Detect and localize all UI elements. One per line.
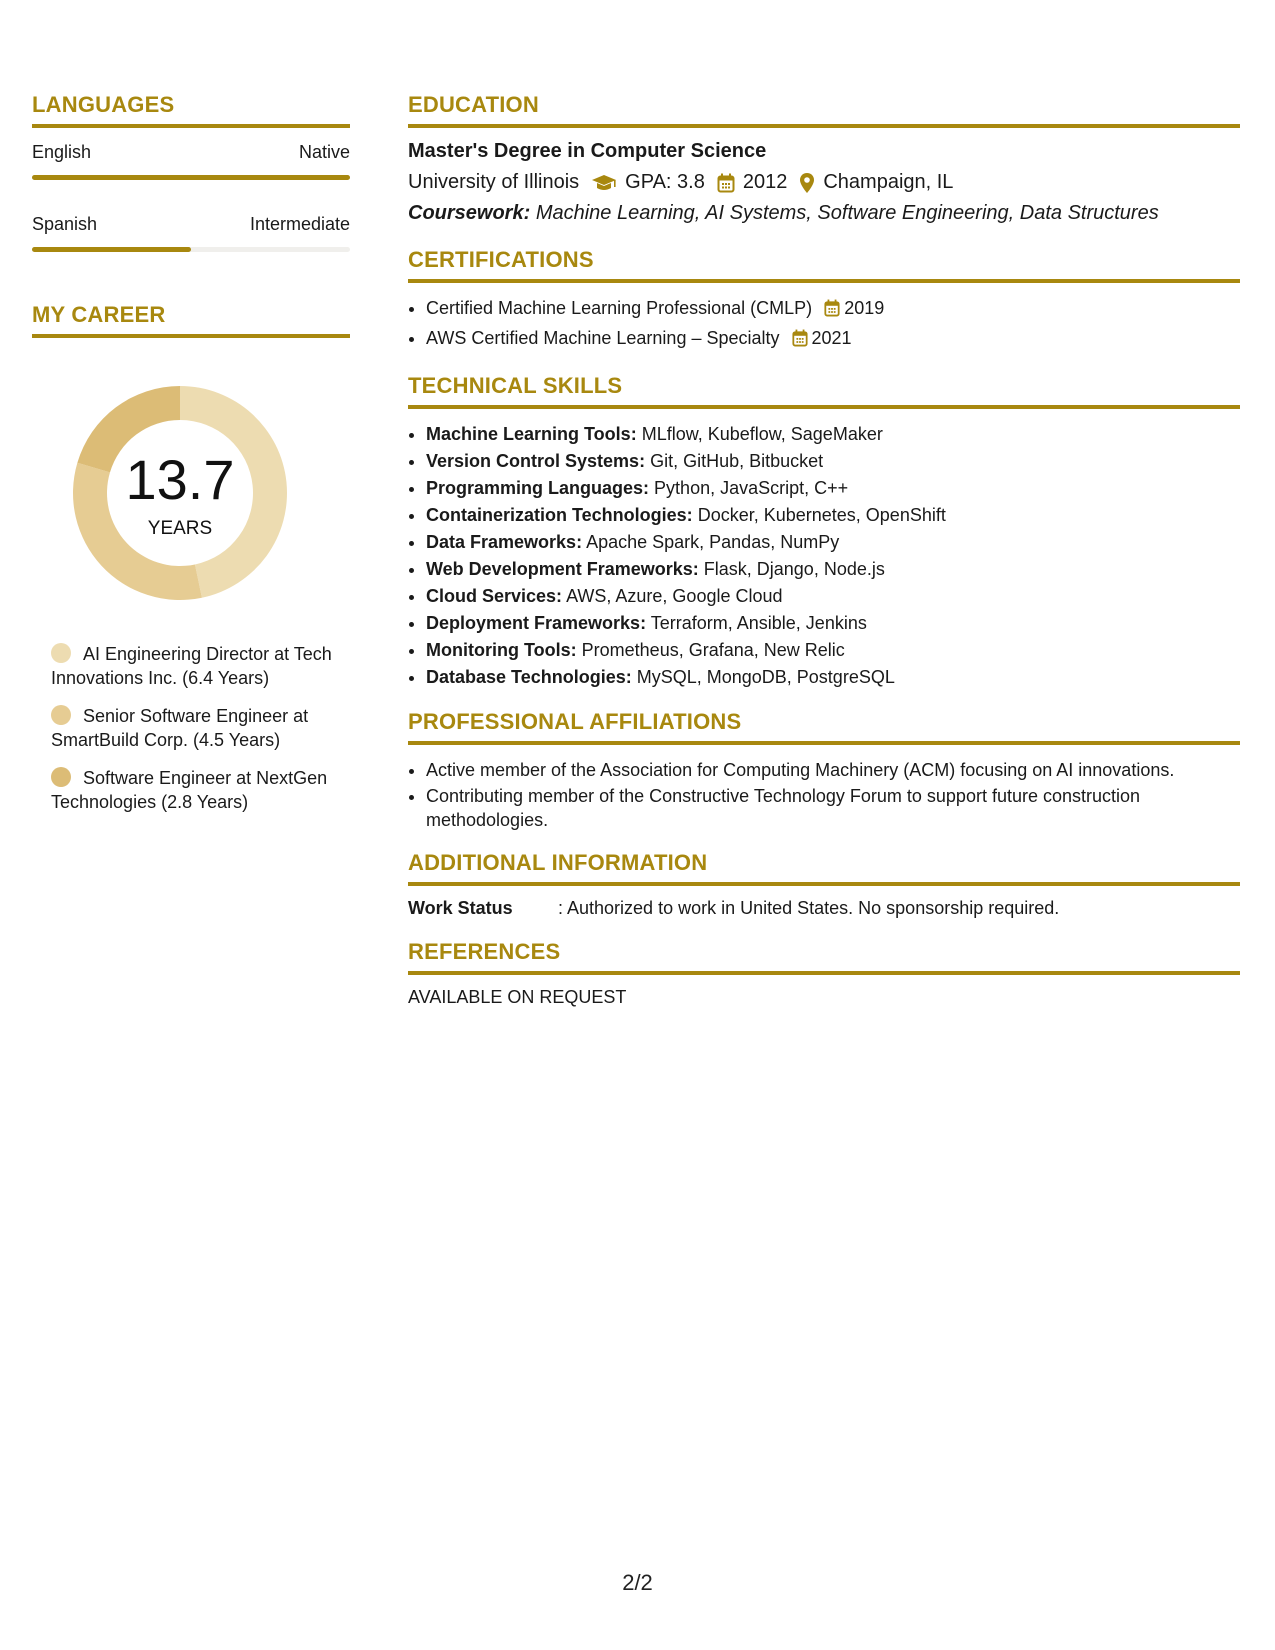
career-years-unit: YEARS [147, 518, 213, 539]
page-number: 2/2 [622, 1570, 653, 1595]
references-text: AVAILABLE ON REQUEST [408, 987, 627, 1007]
skill-value: Python, JavaScript, C++ [654, 478, 849, 498]
language-item [32, 142, 350, 180]
certification-item [426, 295, 1240, 325]
skill-label: Deployment Frameworks: [426, 613, 647, 633]
certifications-section [408, 247, 1240, 355]
skill-item [426, 583, 1240, 610]
education-details [408, 171, 1240, 194]
language-bar-fill [32, 175, 350, 180]
career-donut [65, 378, 295, 608]
degree-name: Master's Degree in Computer Science [408, 140, 767, 162]
language-bar [32, 247, 350, 252]
certification-year: 2021 [811, 328, 852, 348]
affiliations-section [408, 709, 1240, 832]
work-status-value: : Authorized to work in United States. No sponsorship required. [558, 898, 1060, 918]
location-pin-icon [799, 172, 815, 194]
skills-title: TECHNICAL SKILLS [408, 373, 1240, 409]
skill-value: AWS, Azure, Google Cloud [566, 586, 783, 606]
certification-name: Certified Machine Learning Professional (CMLP) [426, 298, 813, 318]
additional-info-section [408, 850, 1240, 919]
affiliations-title: PROFESSIONAL AFFILIATIONS [408, 709, 1240, 745]
languages-section [32, 92, 350, 252]
coursework-label: Coursework: [408, 202, 531, 224]
skill-item [426, 421, 1240, 448]
skills-section [408, 373, 1240, 691]
calendar-icon [792, 328, 808, 355]
language-bar-fill [32, 247, 191, 252]
legend-dot [51, 643, 71, 663]
skill-label: Data Frameworks: [426, 532, 583, 552]
language-level: Intermediate [249, 214, 350, 234]
languages-title: LANGUAGES [32, 92, 350, 128]
calendar-icon [717, 173, 735, 193]
legend-dot [51, 767, 71, 787]
career-legend-item [51, 766, 341, 814]
skill-item [426, 664, 1240, 691]
career-role-label: Software Engineer at NextGen Technologies (2.8 Years) [51, 768, 328, 812]
work-status-label: Work Status [408, 898, 513, 918]
skill-value: MySQL, MongoDB, PostgreSQL [636, 667, 895, 687]
career-legend-item [51, 642, 341, 690]
skill-label: Web Development Frameworks: [426, 559, 699, 579]
skill-label: Version Control Systems: [426, 451, 646, 471]
education-section [408, 92, 1240, 225]
coursework-list: Machine Learning, AI Systems, Software Engineering, Data Structures [535, 202, 1159, 224]
skill-item [426, 448, 1240, 475]
graduation-year: 2012 [742, 171, 788, 193]
certification-year: 2019 [844, 298, 885, 318]
affiliations-list [408, 757, 1240, 832]
certifications-list [408, 295, 1240, 355]
skill-label: Monitoring Tools: [426, 640, 577, 660]
gpa-value: GPA: 3.8 [625, 171, 705, 193]
skill-item [426, 610, 1240, 637]
career-legend [51, 642, 341, 814]
career-title: MY CAREER [32, 302, 350, 338]
affiliation-item: • Contributing member of the Constructive Technology Forum to support future construction methodologies. [426, 784, 1240, 832]
left-column [32, 92, 350, 828]
skill-item [426, 502, 1240, 529]
skill-label: Containerization Technologies: [426, 505, 693, 525]
skill-value: Docker, Kubernetes, OpenShift [697, 505, 946, 525]
skill-value: Prometheus, Grafana, New Relic [581, 640, 845, 660]
certification-item [426, 325, 1240, 355]
graduation-cap-icon [591, 173, 617, 193]
work-status-row [408, 898, 1240, 919]
legend-dot [51, 705, 71, 725]
references-title: REFERENCES [408, 939, 1240, 975]
right-column [408, 92, 1240, 1022]
career-section [32, 302, 350, 814]
skill-item [426, 475, 1240, 502]
affiliation-item: • Active member of the Association for Computing Machinery (ACM) focusing on AI innovations. [426, 757, 1240, 784]
school-name: University of Illinois [408, 171, 580, 193]
skill-value: Apache Spark, Pandas, NumPy [586, 532, 840, 552]
skill-item [426, 556, 1240, 583]
coursework [408, 202, 1240, 225]
career-role-label: Senior Software Engineer at SmartBuild Corp. (4.5 Years) [51, 706, 309, 750]
skill-value: Terraform, Ansible, Jenkins [650, 613, 867, 633]
skill-label: Cloud Services: [426, 586, 563, 606]
skill-label: Database Technologies: [426, 667, 632, 687]
language-level: Native [298, 142, 350, 162]
career-role-label: AI Engineering Director at Tech Innovations Inc. (6.4 Years) [51, 644, 332, 688]
additional-info-title: ADDITIONAL INFORMATION [408, 850, 1240, 886]
school-location: Champaign, IL [823, 171, 954, 193]
language-name: Spanish [32, 214, 98, 234]
certification-name: AWS Certified Machine Learning – Specialty [426, 328, 780, 348]
skill-item [426, 529, 1240, 556]
language-name: English [32, 142, 92, 162]
skills-list [408, 421, 1240, 691]
certifications-title: CERTIFICATIONS [408, 247, 1240, 283]
skill-label: Programming Languages: [426, 478, 650, 498]
skill-label: Machine Learning Tools: [426, 424, 637, 444]
skill-value: Git, GitHub, Bitbucket [650, 451, 824, 471]
language-bar [32, 175, 350, 180]
career-legend-item [51, 704, 341, 752]
skill-item [426, 637, 1240, 664]
calendar-icon [824, 298, 840, 325]
language-item [32, 214, 350, 252]
skill-value: MLflow, Kubeflow, SageMaker [641, 424, 883, 444]
career-total-years: 13.7 [125, 448, 235, 511]
references-section [408, 939, 1240, 1008]
skill-value: Flask, Django, Node.js [703, 559, 885, 579]
education-title: EDUCATION [408, 92, 1240, 128]
